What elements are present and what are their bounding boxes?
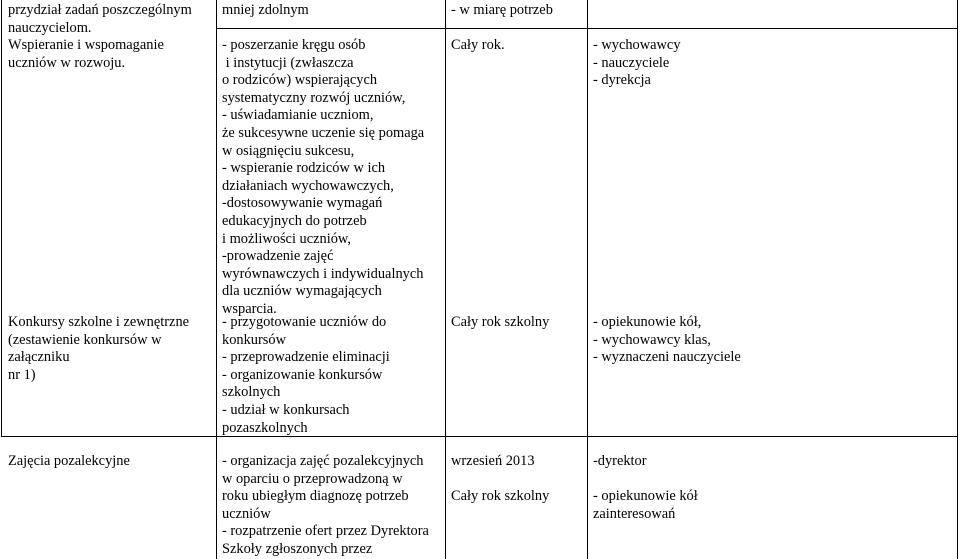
text-line: Zajęcia pozalekcyjne — [8, 453, 130, 469]
support-col3-cell — [451, 37, 585, 55]
text-line: - uświadamianie uczniom, — [222, 107, 374, 124]
text-line: Cały rok szkolny — [451, 488, 550, 504]
text-line: uczniów — [222, 505, 271, 522]
text-line: wsparcia. — [222, 300, 277, 317]
text-line: - w miarę potrzeb — [451, 2, 553, 18]
text-line: mniej zdolnym — [222, 2, 309, 18]
extracurricular-col3-cell-a — [451, 453, 585, 471]
text-line: działaniach wychowawczych, — [222, 177, 394, 194]
extracurricular-col3-cell-b — [451, 488, 585, 506]
text-line: dla uczniów wymagających — [222, 283, 382, 300]
text-line: wyrównawczych i indywidualnych — [222, 265, 424, 282]
text-line: konkursów — [222, 331, 286, 348]
text-line: - nauczyciele — [593, 54, 670, 71]
text-line: - wychowawcy — [593, 37, 681, 53]
contests-col3-cell — [451, 314, 585, 332]
row-divider-bottom — [1, 436, 958, 437]
table-border-right — [957, 0, 958, 559]
text-line: edukacyjnych do potrzeb — [222, 212, 367, 229]
text-line: - opiekunowie kół — [593, 488, 698, 504]
text-line: nauczycielom. — [8, 19, 92, 36]
text-line: - przygotowanie uczniów do — [222, 314, 387, 330]
text-line: o rodziców) wspierających — [222, 72, 378, 89]
text-line: pozaszkolnych — [222, 419, 308, 436]
column-divider-2 — [445, 0, 446, 559]
support-col2-cell — [222, 37, 444, 319]
text-line: szkolnych — [222, 384, 281, 401]
text-line: -prowadzenie zajęć — [222, 248, 334, 265]
text-line: - przeprowadzenie eliminacji — [222, 349, 390, 366]
top-col1-cell — [8, 2, 214, 72]
text-line: -dyrektor — [593, 453, 647, 469]
text-line: nr 1) — [8, 366, 36, 383]
top-col3-cell — [451, 2, 651, 20]
contests-col4-cell — [593, 314, 953, 367]
text-line: - organizacja zajęć pozalekcyjnych — [222, 453, 424, 469]
text-line: roku ubiegłym diagnozę potrzeb — [222, 488, 409, 505]
text-line: zainteresowań — [593, 505, 676, 522]
text-line: - wspieranie rodziców w ich — [222, 160, 386, 177]
text-line: - wychowawcy klas, — [593, 331, 711, 348]
text-line: Wspieranie i wspomaganie — [8, 37, 164, 54]
text-line: wrzesień 2013 — [451, 453, 535, 469]
column-divider-3 — [587, 0, 588, 559]
text-line: - udział w konkursach — [222, 401, 350, 418]
text-line: i możliwości uczniów, — [222, 230, 351, 247]
text-line: w osiągnięciu sukcesu, — [222, 142, 355, 159]
top-col2-cell — [222, 2, 442, 20]
text-line: - wyznaczeni nauczyciele — [593, 349, 741, 366]
column-divider-1 — [216, 0, 217, 559]
text-line: przydział zadań poszczególnym — [8, 2, 192, 18]
row-divider-top — [216, 28, 958, 29]
table-border-left — [1, 0, 2, 436]
text-line: Konkursy szkolne i zewnętrzne — [8, 314, 190, 330]
text-line: Cały rok szkolny — [451, 314, 550, 330]
text-line: załączniku — [8, 349, 70, 366]
text-line: Szkoły zgłoszonych przez — [222, 540, 373, 557]
extracurricular-col4-cell-a — [593, 453, 953, 471]
extracurricular-col1-cell — [8, 453, 214, 471]
text-line: Cały rok. — [451, 37, 505, 53]
text-line: - dyrekcja — [593, 72, 651, 89]
extracurricular-col4-cell-b — [593, 488, 953, 523]
text-line: (zestawienie konkursów w — [8, 331, 162, 348]
text-line: i instytucji (zwłaszcza — [222, 54, 354, 71]
extracurricular-col2-cell — [222, 453, 444, 559]
text-line: uczniów w rozwoju. — [8, 54, 126, 71]
support-col4-cell — [593, 37, 953, 90]
contests-col1-cell — [8, 314, 214, 384]
text-line: - rozpatrzenie ofert przez Dyrektora — [222, 523, 429, 540]
text-line: że sukcesywne uczenie się pomaga — [222, 124, 425, 141]
contests-col2-cell — [222, 314, 444, 437]
text-line: w oparciu o przeprowadzoną w — [222, 470, 403, 487]
text-line: - poszerzanie kręgu osób — [222, 37, 366, 53]
text-line: - organizowanie konkursów — [222, 366, 383, 383]
text-line: -dostosowywanie wymagań — [222, 195, 383, 212]
text-line: - opiekunowie kół, — [593, 314, 702, 330]
text-line: systematyczny rozwój uczniów, — [222, 89, 406, 106]
